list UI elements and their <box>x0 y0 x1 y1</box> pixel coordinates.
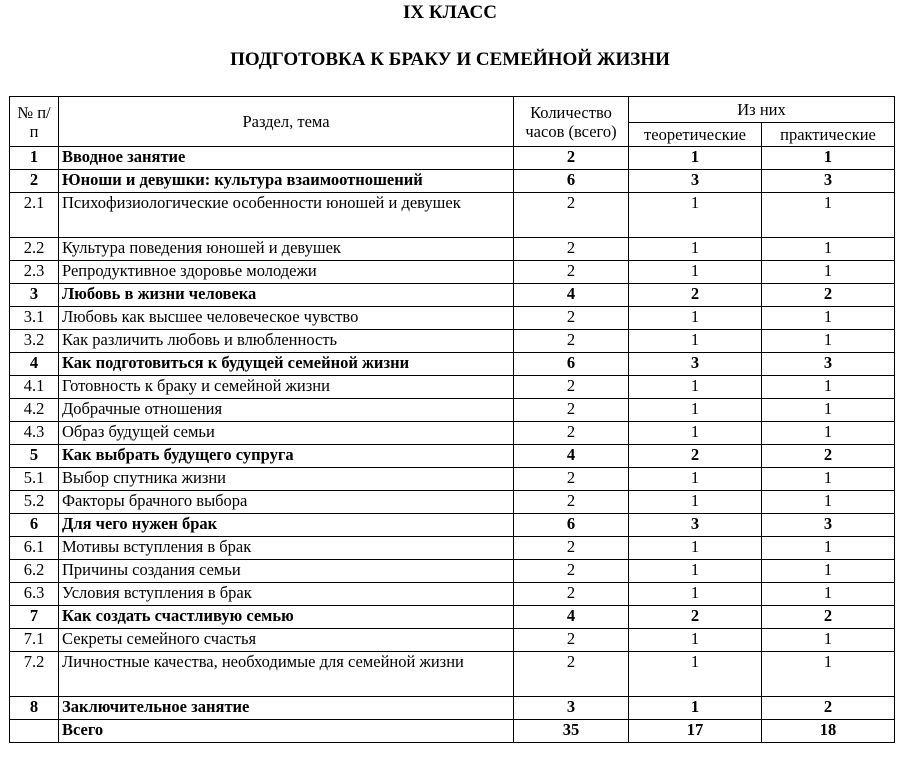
cell-topic: Как выбрать будущего супруга <box>59 445 514 468</box>
cell-num: 4.1 <box>10 376 59 399</box>
cell-num: 7 <box>10 606 59 629</box>
cell-theory: 1 <box>629 238 762 261</box>
cell-total: 6 <box>514 170 629 193</box>
cell-topic: Заключительное занятие <box>59 697 514 720</box>
cell-topic: Готовность к браку и семейной жизни <box>59 376 514 399</box>
cell-theory: 1 <box>629 537 762 560</box>
cell-practice: 1 <box>762 261 895 284</box>
cell-topic: Условия вступления в брак <box>59 583 514 606</box>
cell-practice: 2 <box>762 445 895 468</box>
cell-num: 2.3 <box>10 261 59 284</box>
cell-num: 3.2 <box>10 330 59 353</box>
cell-topic: Для чего нужен брак <box>59 514 514 537</box>
cell-total: 4 <box>514 284 629 307</box>
cell-total: 2 <box>514 629 629 652</box>
cell-num: 5.2 <box>10 491 59 514</box>
cell-topic: Психофизиологические особенности юношей и девушек <box>59 193 514 238</box>
cell-topic: Любовь в жизни человека <box>59 284 514 307</box>
cell-topic: Любовь как высшее человеческое чувство <box>59 307 514 330</box>
cell-practice: 1 <box>762 399 895 422</box>
cell-num: 7.1 <box>10 629 59 652</box>
cell-total: 6 <box>514 514 629 537</box>
cell-theory: 2 <box>629 445 762 468</box>
cell-total: 2 <box>514 193 629 238</box>
cell-practice: 1 <box>762 629 895 652</box>
cell-topic: Мотивы вступления в брак <box>59 537 514 560</box>
table-row <box>10 537 895 560</box>
table-row <box>10 193 895 238</box>
cell-num: 8 <box>10 697 59 720</box>
table-row <box>10 238 895 261</box>
cell-num: 7.2 <box>10 652 59 697</box>
table-row <box>10 652 895 697</box>
cell-num: 3 <box>10 284 59 307</box>
cell-theory: 1 <box>629 193 762 238</box>
cell-theory: 1 <box>629 560 762 583</box>
cell-practice: 18 <box>762 720 895 743</box>
cell-num: 1 <box>10 147 59 170</box>
table-row <box>10 284 895 307</box>
cell-topic: Культура поведения юношей и девушек <box>59 238 514 261</box>
cell-theory: 1 <box>629 307 762 330</box>
cell-topic: Как различить любовь и влюбленность <box>59 330 514 353</box>
cell-topic: Факторы брачного выбора <box>59 491 514 514</box>
table-row <box>10 147 895 170</box>
cell-practice: 1 <box>762 376 895 399</box>
cell-total: 2 <box>514 261 629 284</box>
cell-total: 2 <box>514 491 629 514</box>
cell-theory: 3 <box>629 170 762 193</box>
cell-num: 6.1 <box>10 537 59 560</box>
table-row <box>10 468 895 491</box>
cell-topic: Выбор спутника жизни <box>59 468 514 491</box>
cell-num: 4.3 <box>10 422 59 445</box>
cell-theory: 1 <box>629 261 762 284</box>
cell-topic: Добрачные отношения <box>59 399 514 422</box>
cell-theory: 1 <box>629 422 762 445</box>
cell-topic: Секреты семейного счастья <box>59 629 514 652</box>
table-row <box>10 261 895 284</box>
cell-total: 2 <box>514 468 629 491</box>
cell-num: 2.1 <box>10 193 59 238</box>
cell-total: 2 <box>514 652 629 697</box>
cell-theory: 1 <box>629 468 762 491</box>
cell-total: 2 <box>514 422 629 445</box>
header-of-which: Из них <box>629 97 895 123</box>
cell-theory: 2 <box>629 606 762 629</box>
cell-total: 4 <box>514 445 629 468</box>
header-theoretical: теоретические <box>629 123 762 147</box>
cell-practice: 1 <box>762 330 895 353</box>
cell-practice: 1 <box>762 468 895 491</box>
cell-practice: 1 <box>762 193 895 238</box>
cell-practice: 1 <box>762 147 895 170</box>
cell-total: 2 <box>514 307 629 330</box>
cell-topic: Как подготовиться к будущей семейной жизни <box>59 353 514 376</box>
document-title: ПОДГОТОВКА К БРАКУ И СЕМЕЙНОЙ ЖИЗНИ <box>230 49 670 70</box>
cell-practice: 1 <box>762 537 895 560</box>
cell-total: 35 <box>514 720 629 743</box>
cell-num: 4 <box>10 353 59 376</box>
cell-topic: Вводное занятие <box>59 147 514 170</box>
cell-theory: 1 <box>629 399 762 422</box>
table-row <box>10 422 895 445</box>
cell-practice: 3 <box>762 514 895 537</box>
cell-num: 5.1 <box>10 468 59 491</box>
cell-total: 2 <box>514 147 629 170</box>
table-row <box>10 606 895 629</box>
cell-theory: 1 <box>629 583 762 606</box>
cell-total: 3 <box>514 697 629 720</box>
cell-practice: 1 <box>762 422 895 445</box>
table-row <box>10 353 895 376</box>
table-row <box>10 307 895 330</box>
cell-practice: 1 <box>762 491 895 514</box>
grade-heading: IX КЛАСС <box>402 2 498 23</box>
cell-total: 2 <box>514 238 629 261</box>
cell-topic: Как создать счастливую семью <box>59 606 514 629</box>
cell-theory: 1 <box>629 697 762 720</box>
table-row <box>10 399 895 422</box>
table-row <box>10 445 895 468</box>
cell-practice: 2 <box>762 606 895 629</box>
cell-total: 2 <box>514 399 629 422</box>
header-hours-total: Количество часов (всего) <box>514 97 629 147</box>
cell-topic: Всего <box>59 720 514 743</box>
table-row <box>10 330 895 353</box>
cell-theory: 1 <box>629 147 762 170</box>
cell-practice: 1 <box>762 238 895 261</box>
cell-theory: 1 <box>629 330 762 353</box>
cell-practice: 2 <box>762 284 895 307</box>
cell-practice: 1 <box>762 583 895 606</box>
cell-num: 6 <box>10 514 59 537</box>
cell-num: 2.2 <box>10 238 59 261</box>
cell-num: 3.1 <box>10 307 59 330</box>
cell-theory: 1 <box>629 376 762 399</box>
header-num: № п/п <box>10 97 59 147</box>
cell-num: 2 <box>10 170 59 193</box>
table-row <box>10 583 895 606</box>
cell-total: 2 <box>514 330 629 353</box>
cell-num: 6.2 <box>10 560 59 583</box>
cell-num: 6.3 <box>10 583 59 606</box>
cell-practice: 3 <box>762 353 895 376</box>
cell-topic: Образ будущей семьи <box>59 422 514 445</box>
table-row <box>10 491 895 514</box>
cell-topic: Причины создания семьи <box>59 560 514 583</box>
cell-theory: 2 <box>629 284 762 307</box>
cell-total: 4 <box>514 606 629 629</box>
cell-theory: 3 <box>629 353 762 376</box>
cell-theory: 1 <box>629 629 762 652</box>
table-row <box>10 170 895 193</box>
header-topic: Раздел, тема <box>59 97 514 147</box>
cell-theory: 1 <box>629 652 762 697</box>
cell-num: 4.2 <box>10 399 59 422</box>
table-row <box>10 629 895 652</box>
cell-practice: 1 <box>762 652 895 697</box>
total-row <box>10 720 895 743</box>
cell-theory: 1 <box>629 491 762 514</box>
cell-total: 6 <box>514 353 629 376</box>
cell-total: 2 <box>514 376 629 399</box>
cell-total: 2 <box>514 560 629 583</box>
curriculum-table <box>9 96 895 743</box>
cell-practice: 1 <box>762 560 895 583</box>
cell-topic: Личностные качества, необходимые для семейной жизни <box>59 652 514 697</box>
cell-num: 5 <box>10 445 59 468</box>
cell-theory: 17 <box>629 720 762 743</box>
header-practical: практические <box>762 123 895 147</box>
cell-theory: 3 <box>629 514 762 537</box>
cell-topic: Репродуктивное здоровье молодежи <box>59 261 514 284</box>
cell-total: 2 <box>514 537 629 560</box>
table-row <box>10 514 895 537</box>
table-row <box>10 560 895 583</box>
cell-topic: Юноши и девушки: культура взаимоотношений <box>59 170 514 193</box>
cell-practice: 1 <box>762 307 895 330</box>
cell-practice: 3 <box>762 170 895 193</box>
table-row <box>10 697 895 720</box>
cell-num <box>10 720 59 743</box>
table-row <box>10 376 895 399</box>
cell-total: 2 <box>514 583 629 606</box>
cell-practice: 2 <box>762 697 895 720</box>
